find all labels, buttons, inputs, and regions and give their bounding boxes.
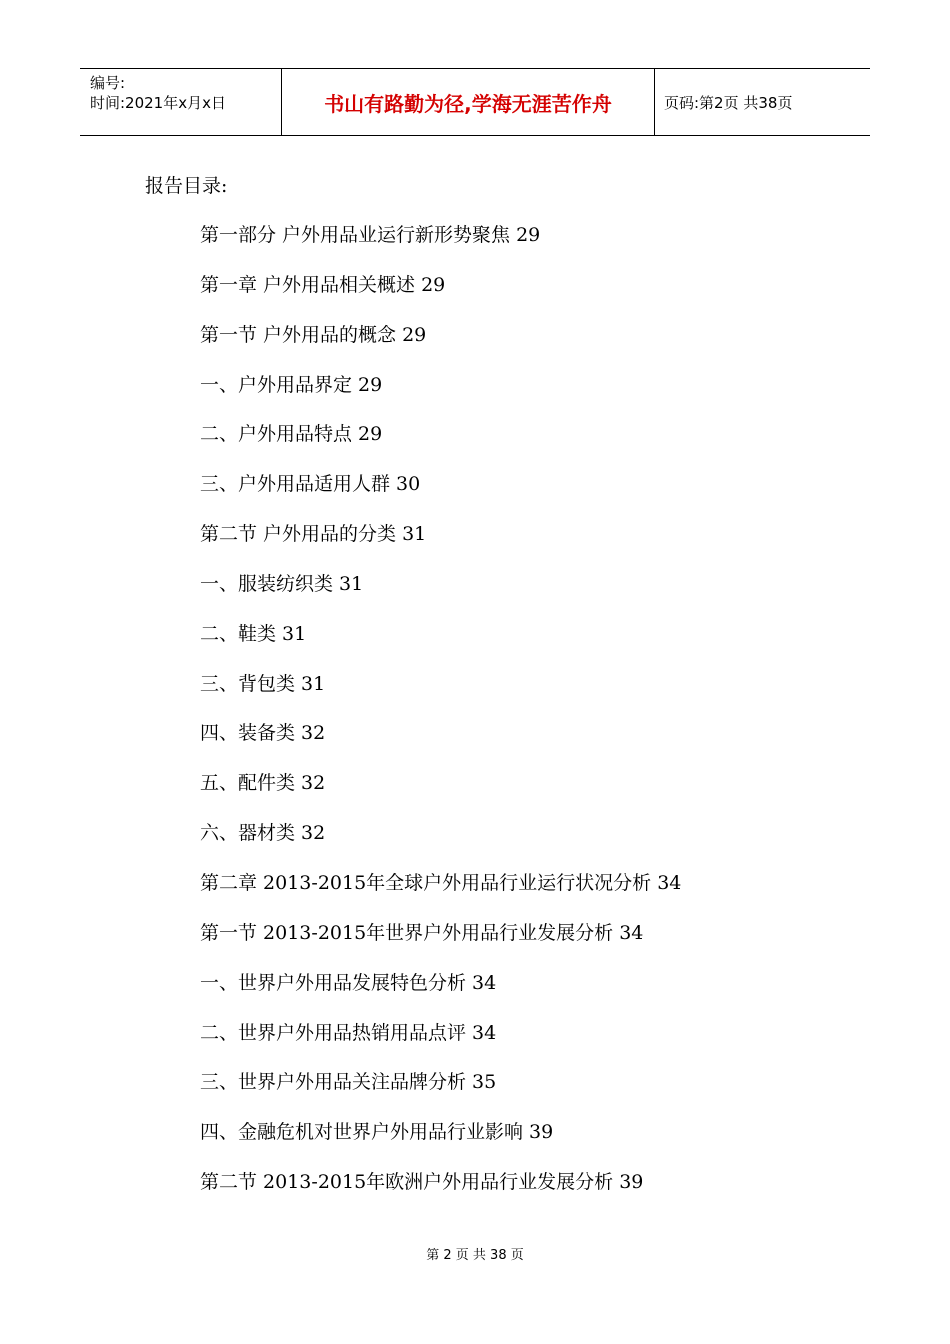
toc-entry: 三、户外用品适用人群 30 bbox=[200, 473, 421, 496]
toc-entry: 第一节 户外用品的概念 29 bbox=[200, 323, 427, 346]
toc-title: 报告目录: bbox=[145, 175, 228, 197]
toc-entry: 第一章 户外用品相关概述 29 bbox=[200, 273, 446, 296]
toc-entry: 五、配件类 32 bbox=[200, 772, 326, 795]
toc-entry: 二、户外用品特点 29 bbox=[200, 423, 383, 446]
toc-entry: 三、世界户外用品关注品牌分析 35 bbox=[200, 1071, 497, 1094]
toc-entry: 第二章 2013-2015年全球户外用品行业运行状况分析 34 bbox=[200, 871, 682, 894]
document-date: 时间:2021年x月x日 bbox=[90, 94, 226, 112]
table-of-contents bbox=[200, 222, 681, 1219]
toc-entry: 二、鞋类 31 bbox=[200, 622, 307, 645]
toc-entry: 第一节 2013-2015年世界户外用品行业发展分析 34 bbox=[200, 921, 644, 944]
header-motto: 书山有路勤为径,学海无涯苦作舟 bbox=[324, 91, 612, 116]
page-footer: 第 2 页 共 38 页 bbox=[426, 1248, 524, 1263]
page-header bbox=[80, 68, 870, 136]
toc-entry: 一、户外用品界定 29 bbox=[200, 373, 383, 396]
toc-entry: 一、服装纺织类 31 bbox=[200, 572, 364, 595]
toc-entry: 四、装备类 32 bbox=[200, 722, 326, 745]
toc-entry: 二、世界户外用品热销用品点评 34 bbox=[200, 1021, 497, 1044]
toc-entry: 六、器材类 32 bbox=[200, 822, 326, 845]
toc-entry: 四、金融危机对世界户外用品行业影响 39 bbox=[200, 1121, 554, 1144]
toc-entry: 第一部分 户外用品业运行新形势聚焦 29 bbox=[200, 224, 541, 246]
document-code-label: 编号: bbox=[90, 74, 126, 92]
header-page-info: 页码:第2页 共38页 bbox=[664, 93, 793, 112]
toc-entry: 第二节 户外用品的分类 31 bbox=[200, 523, 427, 546]
toc-entry: 三、背包类 31 bbox=[200, 672, 326, 695]
header-meta bbox=[90, 73, 226, 113]
header-divider bbox=[654, 69, 655, 135]
toc-entry: 第二节 2013-2015年欧洲户外用品行业发展分析 39 bbox=[200, 1171, 644, 1194]
toc-entry: 一、世界户外用品发展特色分析 34 bbox=[200, 971, 497, 994]
